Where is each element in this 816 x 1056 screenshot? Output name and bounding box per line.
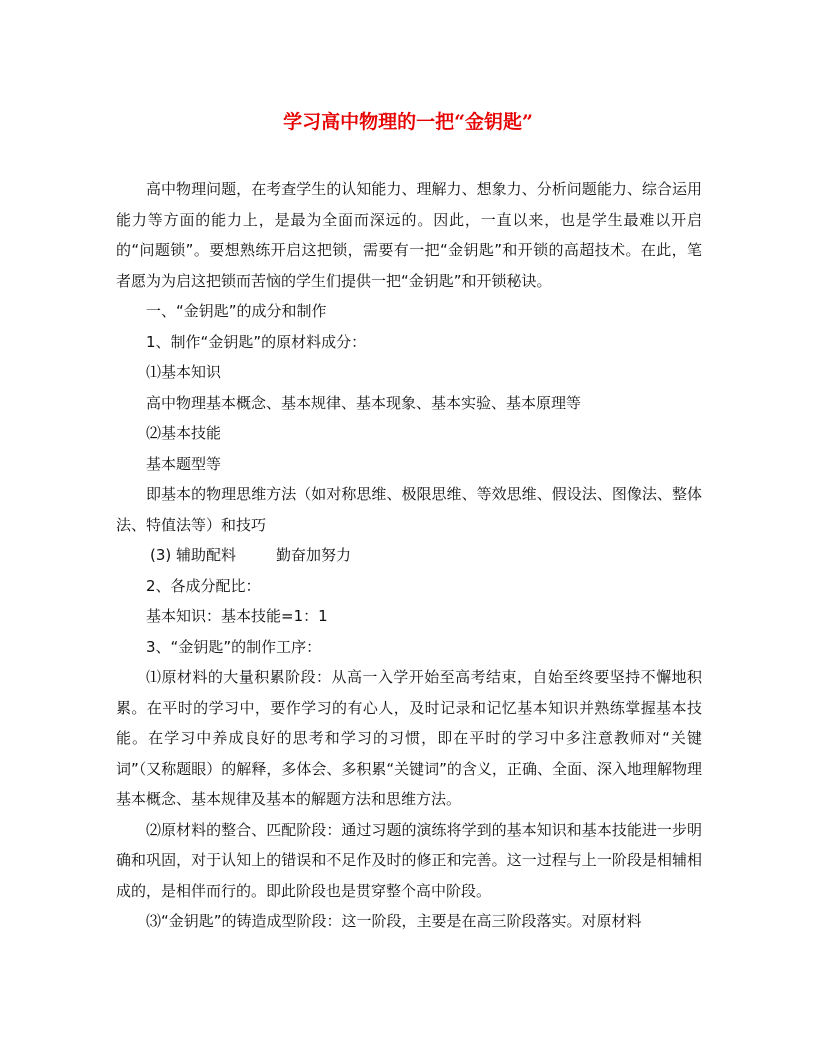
ratio-line: 基本知识：基本技能=1：1 [146,607,328,625]
subsection-heading-1: 1、制作“金钥匙”的原材料成分： [146,332,367,351]
subsection-heading-3: 3、“金钥匙”的制作工序： [146,637,322,656]
item-aux-ingredients [116,540,702,571]
aux-label: (3) 辅助配料 [150,546,237,564]
document-body [116,174,702,937]
item-basic-skills: ⑵基本技能 [146,424,222,442]
stage-3-paragraph: ⑶“金钥匙”的铸造成型阶段：这一阶段，主要是在高三阶段落实。对原材料 [146,912,642,930]
item-basic-knowledge: ⑴基本知识 [146,363,222,381]
document-title: 学习高中物理的一把“金钥匙” [283,111,533,133]
subsection-heading-2: 2、各成分配比： [146,576,261,595]
stage-2-paragraph: ⑵原材料的整合、匹配阶段：通过习题的演练将学到的基本知识和基本技能进一步明确和巩固，对于认知上的错误和不足作及时的修正和完善。这一过程与上一阶段是相辅相成的，是相伴而行的。即此阶段也是贯穿整个高中阶段。 [116,820,702,900]
section-heading-1: 一、“金钥匙”的成分和制作 [146,302,327,320]
aux-value: 勤奋加努力 [276,546,352,564]
basic-skills-detail-1: 基本题型等 [146,454,222,473]
intro-paragraph: 高中物理问题，在考查学生的认知能力、理解力、想象力、分析问题能力、综合运用能力等方面的能力上，是最为全面而深远的。因此，一直以来，也是学生最难以开启的“问题锁”。要想熟练开启这把锁，需要有一把“金钥匙”和开锁的高超技术。在此，笔者愿为为启这把锁而苦恼的学生们提供一把“金钥匙”和开锁秘诀。 [116,180,702,290]
basic-skills-detail-2: 即基本的物理思维方法（如对称思维、极限思维、等效思维、假设法、图像法、整体法、特值法等）和技巧 [116,485,702,534]
basic-knowledge-detail: 高中物理基本概念、基本规律、基本现象、基本实验、基本原理等 [146,393,582,412]
stage-1-paragraph: ⑴原材料的大量积累阶段：从高一入学开始至高考结束，自始至终要坚持不懈地积累。在平时的学习中，要作学习的有心人，及时记录和记忆基本知识并熟练掌握基本技能。在学习中养成良好的思考和学习的习惯，即在平时的学习中多注意教师对“关键词”（又称题眼）的解释，多体会、多积累“关键词”的含义，正确、全面、深入地理解物理基本概念、基本规律及基本的解题方法和思维方法。 [116,668,702,808]
